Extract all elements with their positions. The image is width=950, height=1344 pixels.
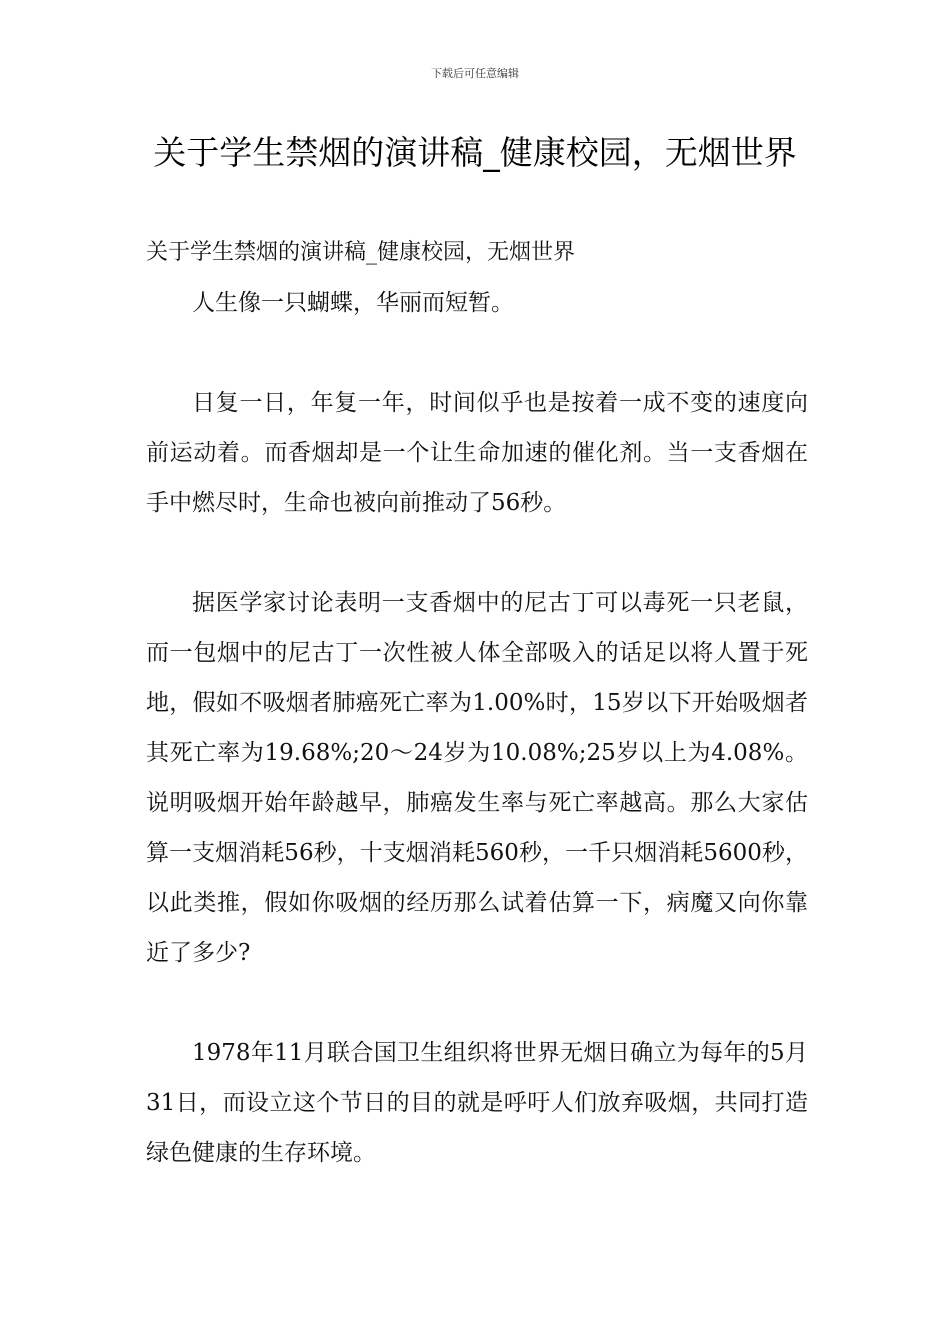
paragraph-3: 据医学家讨论表明一支香烟中的尼古丁可以毒死一只老鼠，而一包烟中的尼古丁一次性被人体全部吸入的话足以将人置于死地，假如不吸烟者肺癌死亡率为1.00%时，15岁以下开始吸烟者其死亡率为19.68%;20～24岁为10.08%;25岁以上为4.08%。说明吸烟开始年龄越早，肺癌发生率与死亡率越高。那么大家估算一支烟消耗56秒，十支烟消耗560秒，一千只烟消耗5600秒，以此类推，假如你吸烟的经历那么试着估算一下，病魔又向你靠近了多少? [146, 590, 808, 966]
document-body [146, 228, 808, 1178]
document-subtitle: 关于学生禁烟的演讲稿_健康校园，无烟世界 [146, 240, 576, 265]
header-note: 下载后可任意编辑 [431, 67, 519, 80]
paragraph-1: 人生像一只蝴蝶，华丽而短暂。 [192, 290, 514, 316]
document-title: 关于学生禁烟的演讲稿_健康校园，无烟世界 [153, 133, 797, 172]
paragraph-2: 日复一日，年复一年，时间似乎也是按着一成不变的速度向前运动着。而香烟却是一个让生命加速的催化剂。当一支香烟在手中燃尽时，生命也被向前推动了56秒。 [146, 390, 808, 516]
paragraph-gap [146, 328, 808, 378]
paragraph-gap [146, 978, 808, 1028]
paragraph-gap [146, 528, 808, 578]
paragraph-4: 1978年11月联合国卫生组织将世界无烟日确立为每年的5月31日，而设立这个节日的目的就是呼吁人们放弃吸烟，共同打造绿色健康的生存环境。 [146, 1040, 808, 1166]
